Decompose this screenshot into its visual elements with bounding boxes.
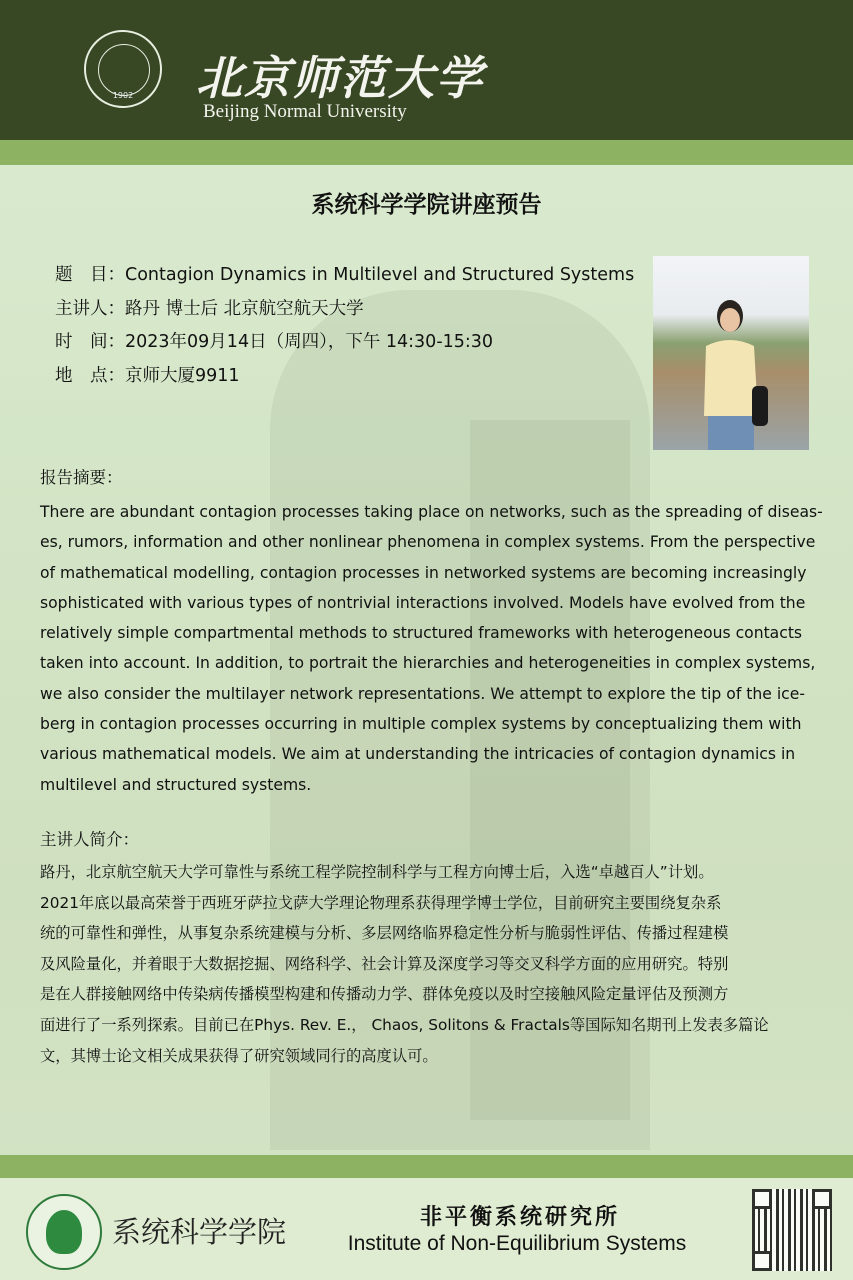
school-logo (26, 1194, 102, 1270)
footer-band (0, 1155, 853, 1178)
header-band (0, 140, 853, 165)
info-speaker: 主讲人：路丹 博士后 北京航空航天大学 (55, 299, 364, 319)
header-banner (0, 0, 853, 140)
university-name-cn: 北京师范大学 (196, 51, 484, 105)
bio-text: 路丹，北京航空航天大学可靠性与系统工程学院控制科学与工程方向博士后，入选“卓越百人”计划。 2021年底以最高荣誉于西班牙萨拉戈萨大学理论物理系获得理学博士学位，目前研究主要围绕复杂系 统的可靠性和弹性，从事复杂系统建模与分析、多层网络临界稳定性分析与脆弱性评估、传播过程建模 及风险量化，并着眼于大数据挖掘、网络科学、社会计算及深度学习等交叉科学方面的应用研究。特别 是在人群接触网络中传染病传播模型构建和传播动力学、群体免疫以及时空接触风险定量评估及预测方 面进行了一系列探索。目前已在Phys. Rev. E.， Chaos, Solitons & Fractals等国际知名期刊上发表多篇论 文，其博士论文相关成果获得了研究领域同行的高度认可。 (40, 863, 769, 1065)
institute-name-cn: 非平衡系统研究所 (419, 1204, 620, 1230)
info-location: 地 点：京师大厦9911 (55, 366, 240, 386)
abstract-text: There are abundant contagion processes taking place on networks, such as the spreading of diseas- es, rumors, information and other nonlinear phenomena in complex systems. From the perspective of mathematical modelling, contagion processes in networked systems are becoming increasingly sophisticated with various types of nontrivial interactions involved. Models have evolved from the relatively simple compartmental methods to structured frameworks with heterogeneous contacts taken into account. In addition, to portrait the hierarchies and heterogeneities in complex systems, we also consider the multilayer network representations. We attempt to explore the tip of the ice- berg in contagion processes occurring in multiple complex systems by conceptualizing them with various mathematical models. We aim at understanding the intricacies of contagion dynamics in multilevel and structured systems. (40, 503, 823, 794)
university-name-en: Beijing Normal University (203, 101, 407, 122)
page-title: 系统科学学院讲座预告 (311, 192, 542, 218)
speaker-photo (653, 256, 809, 450)
institute-name-en: Institute of Non-Equilibrium Systems (347, 1232, 687, 1255)
info-time: 时 间：2023年09月14日（周四），下午 14:30-15:30 (55, 332, 494, 352)
school-name: 系统科学学院 (112, 1215, 287, 1249)
info-topic: 题 目：Contagion Dynamics in Multilevel and Structured Systems (55, 265, 635, 285)
university-seal-logo: 1902 (84, 30, 162, 108)
speaker-figure (698, 286, 768, 450)
bio-heading: 主讲人简介： (40, 830, 139, 849)
qr-code[interactable] (752, 1189, 832, 1271)
abstract-heading: 报告摘要： (40, 468, 123, 487)
